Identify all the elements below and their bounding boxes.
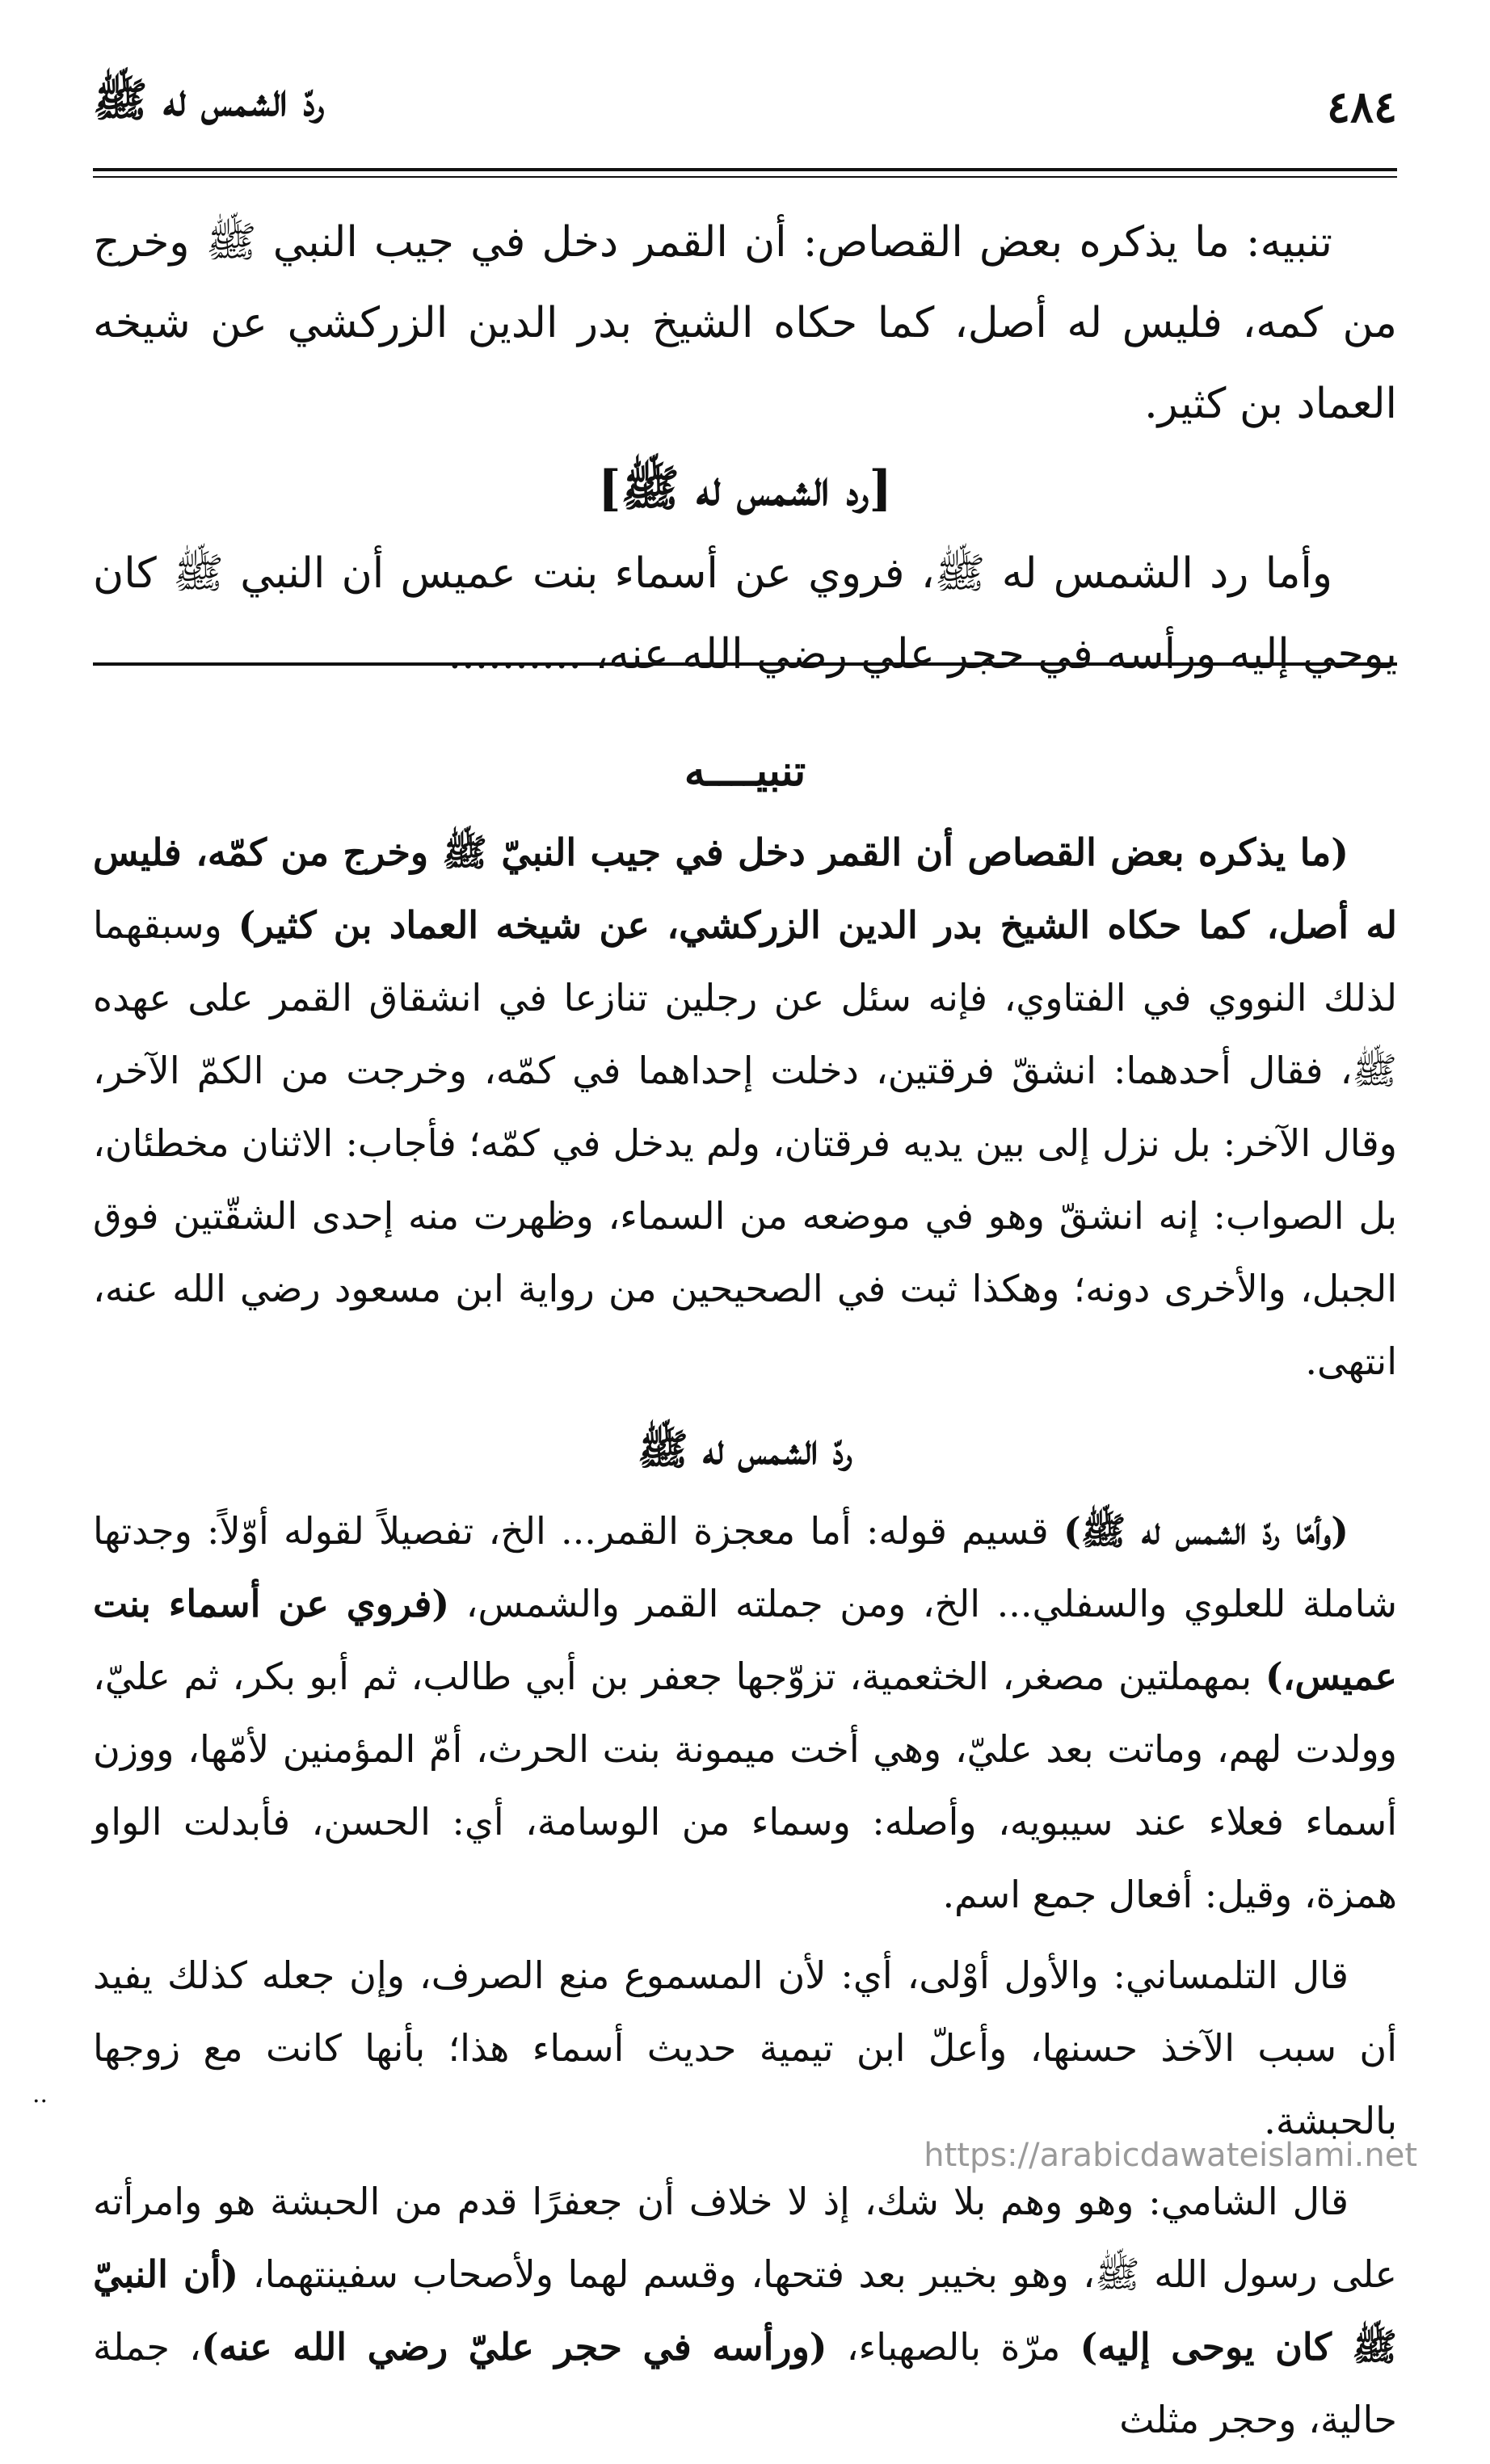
watermark-url: https://arabicdawateislami.net bbox=[924, 2137, 1417, 2174]
running-header bbox=[93, 48, 1397, 137]
commentary-paragraph bbox=[93, 1495, 1397, 1931]
sharh-text: قال الشامي: وهو وهم بلا شك، إذ لا خلاف أن جعفرًا قدم من الحبشة هو وامرأته على رسول الله ﷺ، وهو بخيبر بعد فتحها، وقسم لهما ولأصحاب سفينتهما، bbox=[93, 2180, 1397, 2296]
matn-heading: [رد الشمس له ﷺ] bbox=[598, 460, 892, 517]
matn-divider bbox=[93, 662, 1397, 666]
sharh-text: مرّة بالصهباء، bbox=[827, 2325, 1080, 2369]
commentary-paragraph bbox=[93, 2165, 1397, 2456]
header-rule-thick bbox=[93, 168, 1397, 171]
quoted-matn: (وأمّا ردّ الشمس له ﷺ) bbox=[1063, 1509, 1349, 1553]
commentary-text bbox=[93, 727, 1397, 2464]
margin-dots: .. bbox=[32, 2080, 48, 2109]
matn-paragraph-radd: وأما رد الشمس له ﷺ، فروي عن أسماء بنت عميس أن النبي ﷺ كان يوحي إليه ورأسه في حجر علي رضي الله عنه، .......... bbox=[93, 549, 1397, 679]
quoted-matn: (ورأسه في حجر عليّ رضي الله عنه) bbox=[200, 2325, 827, 2369]
tanbih-heading: تنبيــــه bbox=[684, 746, 806, 796]
quoted-matn: (ما يذكره بعض القصاص أن القمر دخل في جيب النبيّ ﷺ وخرج من كمّه، فليس له أصل، كما حكاه الشيخ بدر الدين الزركشي، عن شيخه العماد بن كثير) bbox=[93, 830, 1397, 947]
radd-heading: ردّ الشمس له ﷺ bbox=[637, 1425, 853, 1474]
header-rule-thin bbox=[93, 176, 1397, 178]
sharh-text: ، جملة حالية، وحجر مثلث bbox=[93, 2325, 1397, 2441]
running-title: ردّ الشمس له ﷺ bbox=[93, 74, 325, 127]
commentary-paragraph: قال التلمساني: والأول أوْلى، أي: لأن المسموع منع الصرف، وإن جعله كذلك يفيد أن سبب الآخذ حسنها، وأعلّ ابن تيمية حديث أسماء هذا؛ بأنها كانت مع زوجها بالحبشة. bbox=[93, 1953, 1397, 2142]
sharh-text: قسيم قوله: أما معجزة القمر... الخ، تفصيلاً لقوله أوّلاً: وجدتها شاملة للعلوي والسفلي... الخ، ومن جملته القمر والشمس، bbox=[93, 1509, 1397, 1625]
quoted-matn: (فروي عن أسماء بنت عميس،) bbox=[93, 1582, 1397, 1698]
matn-text bbox=[93, 202, 1397, 695]
sharh-text: وسبقهما لذلك النووي في الفتاوي، فإنه سئل عن رجلين تنازعا في انشقاق القمر على عهده ﷺ، فقال أحدهما: انشقّ فرقتين، دخلت إحداهما في كمّه، وخرجت من الكمّ الآخر، وقال الآخر: بل نزل إلى بين يديه فرقتان، ولم يدخل في كمّه؛ فأجاب: الاثنان مخطئان، بل الصواب: إنه انشقّ وهو في موضعه من السماء، وظهرت منه إحدى الشقّتين فوق الجبل، والأخرى دونه؛ وهكذا ثبت في الصحيحين من رواية ابن مسعود رضي الله عنه، انتهى. bbox=[93, 903, 1397, 1383]
matn-paragraph-tanbih: تنبيه: ما يذكره بعض القصاص: أن القمر دخل في جيب النبي ﷺ وخرج من كمه، فليس له أصل، كما حكاه الشيخ بدر الدين الزركشي عن شيخه العماد بن كثير. bbox=[93, 218, 1397, 428]
commentary-paragraph bbox=[93, 816, 1397, 1398]
page-number: ٤٨٤ bbox=[1326, 81, 1397, 132]
quoted-matn: (أن النبيّ ﷺ كان يوحى إليه) bbox=[93, 2252, 1398, 2369]
sharh-text: بمهملتين مصغر، الخثعمية، تزوّجها جعفر بن أبي طالب، ثم أبو بكر، ثم عليّ، وولدت لهم، وماتت بعد عليّ، وهي أخت ميمونة بنت الحرث، أمّ المؤمنين لأمّها، ووزن أسماء فعلاء عند سيبويه، وأصله: وسماء من الوسامة، أي: الحسن، فأبدلت الواو همزة، وقيل: أفعال جمع اسم. bbox=[93, 1655, 1397, 1916]
